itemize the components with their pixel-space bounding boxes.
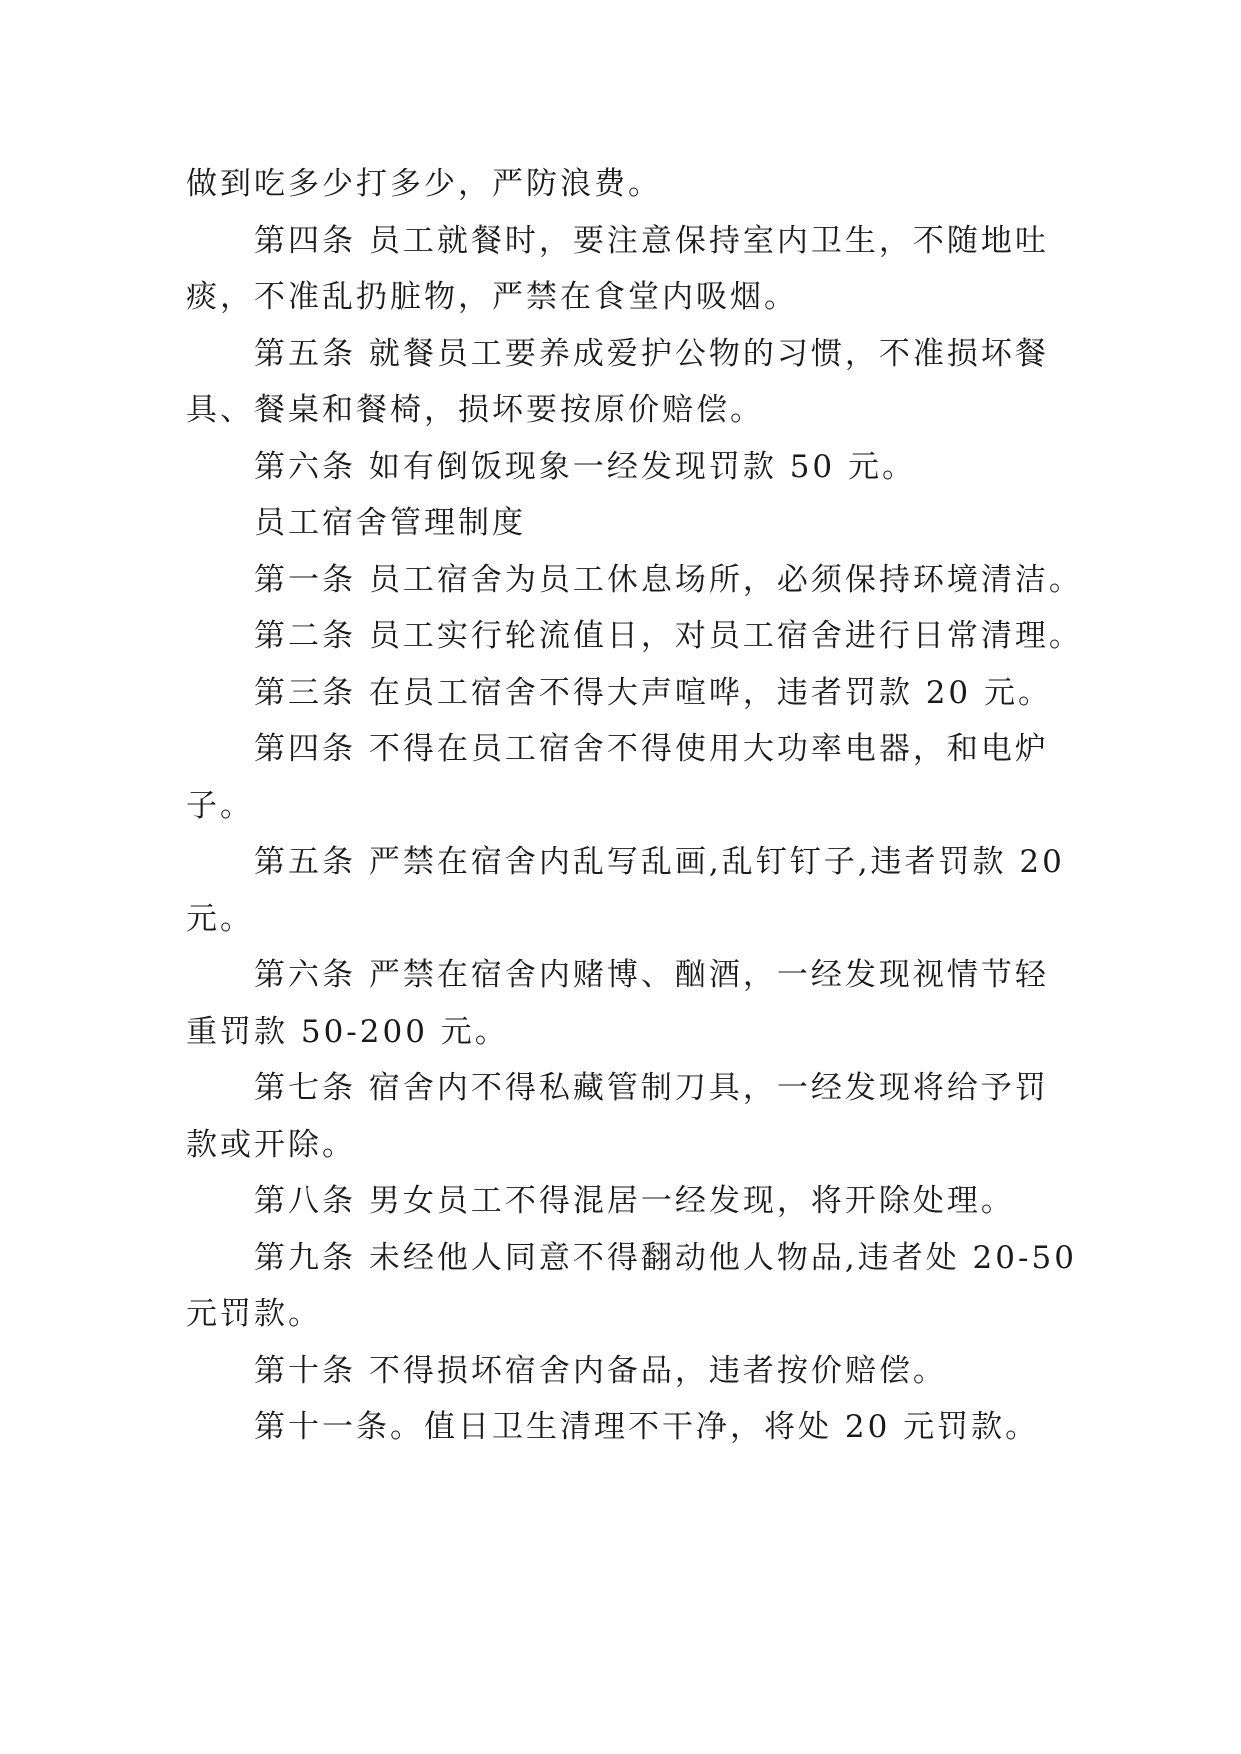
article-4-dining: 第四条 员工就餐时，要注意保持室内卫生，不随地吐 xyxy=(254,222,1049,259)
article-4-dormitory: 第四条 不得在员工宿舍不得使用大功率电器，和电炉 xyxy=(254,731,1049,767)
section-heading-dormitory: 员工宿舍管理制度 xyxy=(254,505,526,541)
article-6-dormitory: 第六条 严禁在宿舍内赌博、酗酒，一经发现视情节轻 xyxy=(254,957,1049,993)
article-5-dining: 第五条 就餐员工要养成爱护公物的习惯，不准损坏餐 xyxy=(254,335,1049,372)
paragraph-continuation: 子。 xyxy=(186,787,254,824)
document-body xyxy=(186,156,1083,1456)
article-6-dining: 第六条 如有倒饭现象一经发现罚款 50 元。 xyxy=(254,448,917,485)
paragraph-continuation: 元。 xyxy=(186,900,254,937)
article-3-dormitory: 第三条 在员工宿舍不得大声喧哗，违者罚款 20 元。 xyxy=(254,674,1053,711)
paragraph-continuation: 元罚款。 xyxy=(186,1296,322,1332)
paragraph-continuation: 款或开除。 xyxy=(186,1126,356,1163)
paragraph-continuation: 做到吃多少打多少，严防浪费。 xyxy=(186,166,662,202)
article-2-dormitory: 第二条 员工实行轮流值日，对员工宿舍进行日常清理。 xyxy=(254,618,1083,654)
article-9-dormitory: 第九条 未经他人同意不得翻动他人物品,违者处 20-50 xyxy=(254,1239,1077,1276)
paragraph-continuation: 痰，不准乱扔脏物，严禁在食堂内吸烟。 xyxy=(186,279,798,315)
paragraph-continuation: 具、餐桌和餐椅，损坏要按原价赔偿。 xyxy=(186,392,764,428)
article-11-dormitory: 第十一条。值日卫生清理不干净，将处 20 元罚款。 xyxy=(254,1409,1040,1445)
article-8-dormitory: 第八条 男女员工不得混居一经发现，将开除处理。 xyxy=(254,1183,1015,1219)
article-10-dormitory: 第十条 不得损坏宿舍内备品，违者按价赔偿。 xyxy=(254,1352,947,1389)
article-7-dormitory: 第七条 宿舍内不得私藏管制刀具，一经发现将给予罚 xyxy=(254,1070,1049,1106)
article-1-dormitory: 第一条 员工宿舍为员工休息场所，必须保持环境清洁。 xyxy=(254,561,1083,598)
paragraph-continuation: 重罚款 50-200 元。 xyxy=(186,1013,509,1050)
article-5-dormitory: 第五条 严禁在宿舍内乱写乱画,乱钉钉子,违者罚款 20 xyxy=(254,844,1065,880)
